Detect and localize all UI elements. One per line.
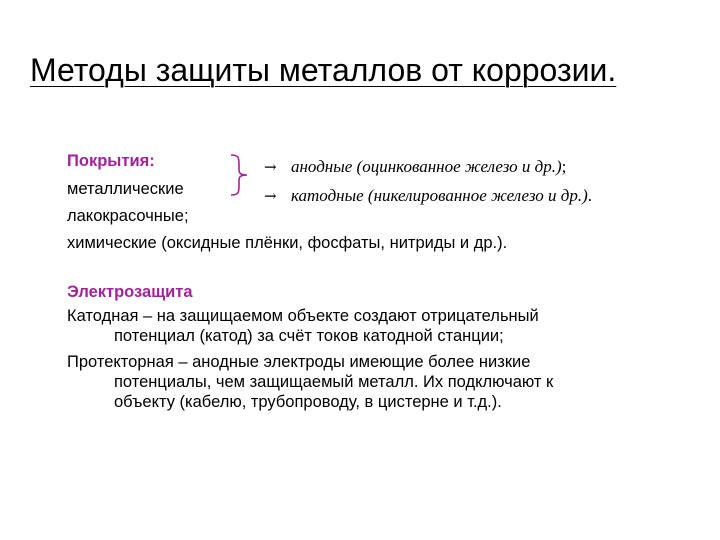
coating-item-metallic: металлические: [67, 180, 184, 198]
cathodic-tail: .: [587, 186, 593, 205]
coating-item-paint: лакокрасочные;: [67, 207, 189, 225]
arrow-icon: →: [264, 158, 277, 176]
cathodic-protection-line-1: Катодная – на защищаемом объекте создают отрицательный: [67, 307, 539, 325]
anodic-text: анодные (оцинкованное железо и др.): [291, 157, 562, 176]
coatings-heading: Покрытия:: [67, 152, 155, 170]
slide-title: Методы защиты металлов от коррозии.: [30, 52, 617, 88]
anodic-coating-note: [291, 157, 566, 177]
brace-icon: [229, 153, 251, 197]
protector-protection-line-1: Протекторная – анодные электроды имеющие более низкие: [67, 353, 531, 371]
cathodic-text: катодные (никелированное железо и др.): [291, 186, 588, 205]
coating-item-chemical: химические (оксидные плёнки, фосфаты, нитриды и др.).: [67, 234, 508, 252]
cathodic-coating-note: [291, 186, 592, 206]
arrow-icon: →: [264, 187, 277, 205]
protector-protection-line-3: объекту (кабелю, трубопроводу, в цистерне и т.д.).: [114, 393, 502, 411]
anodic-tail: ;: [561, 157, 567, 176]
electro-heading: Электрозащита: [67, 283, 193, 301]
cathodic-protection-line-2: потенциал (катод) за счёт токов катодной станции;: [114, 327, 504, 345]
protector-protection-line-2: потенциалы, чем защищаемый металл. Их подключают к: [114, 373, 554, 391]
